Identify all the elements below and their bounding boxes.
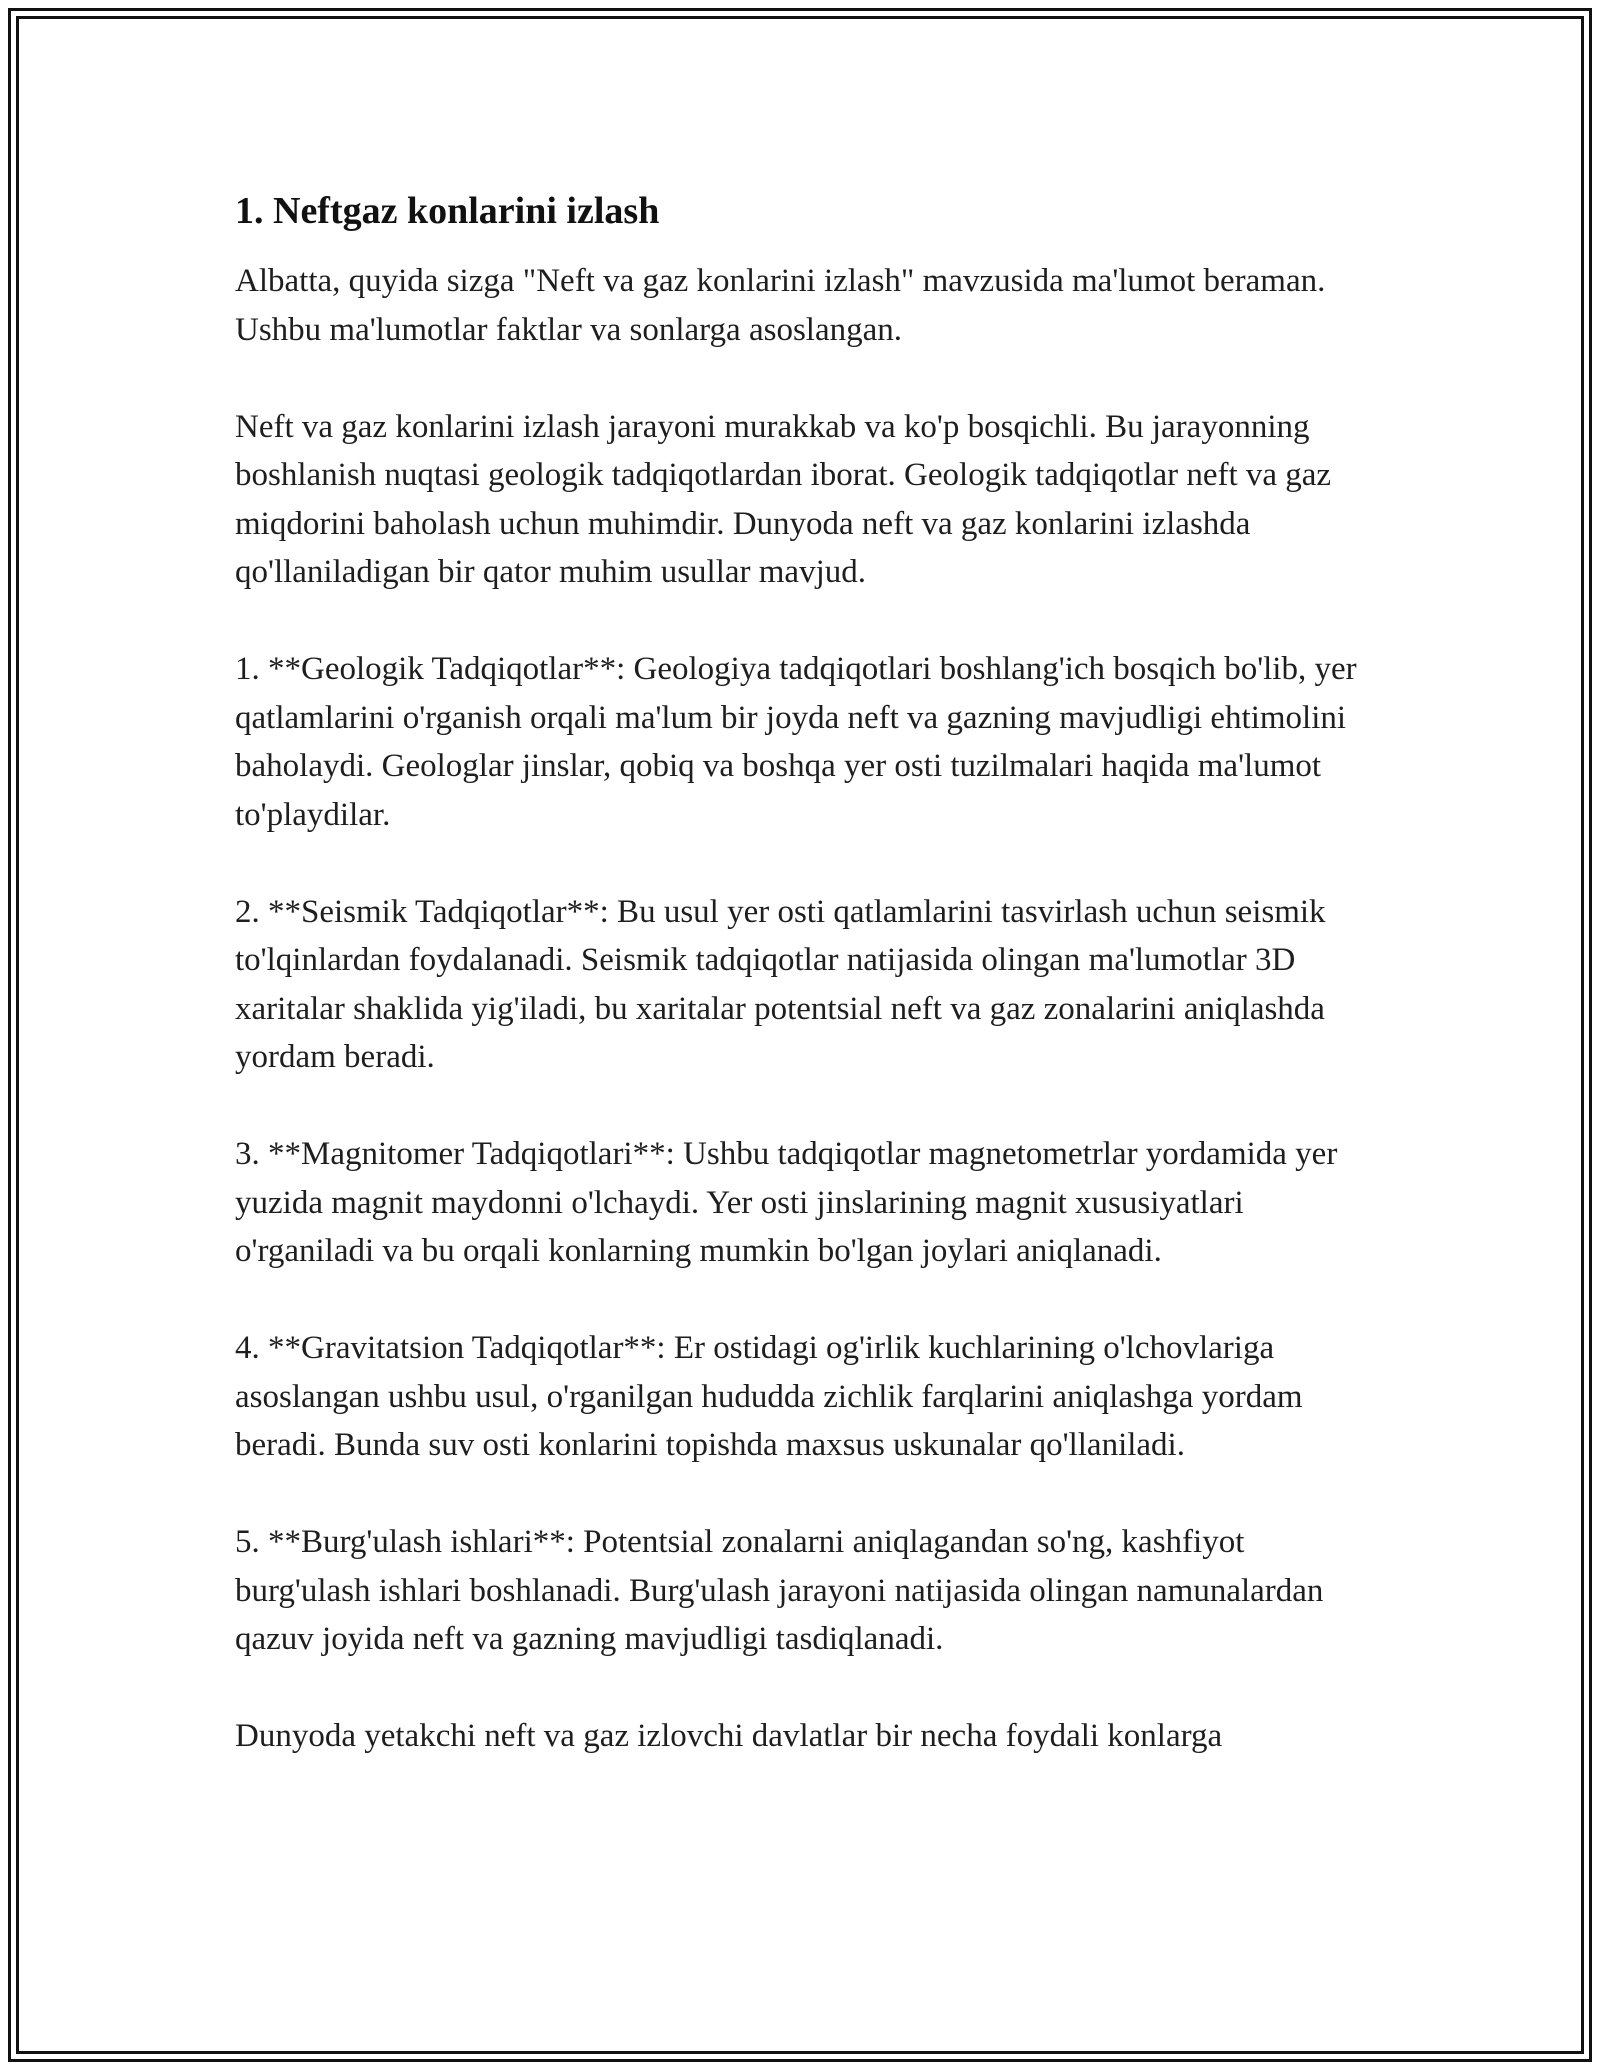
paragraph-gravitational-research: 4. **Gravitatsion Tadqiqotlar**: Er ostidagi og'irlik kuchlarining o'lchovlariga asoslangan ushbu usul, o'rganilgan hududda zichlik farqlarini aniqlashga yordam beradi. Bunda suv osti konlarini topishda maxsus uskunalar qo'llaniladi. [235, 1330, 1303, 1463]
document-title: 1. Neftgaz konlarini izlash [235, 190, 660, 232]
paragraph-magnetometer-research: 3. **Magnitomer Tadqiqotlari**: Ushbu tadqiqotlar magnetometrlar yordamida yer yuzida magnit maydonni o'lchaydi. Yer osti jinslarining magnit xususiyatlari o'rganiladi va bu orqali konlarning mumkin bo'lgan joylari aniqlanadi. [235, 1136, 1338, 1269]
paragraph-overview: Neft va gaz konlarini izlash jarayoni murakkab va ko'p bosqichli. Bu jarayonning boshlanish nuqtasi geologik tadqiqotlardan iborat. Geologik tadqiqotlar neft va gaz miqdorini baholash uchun muhimdir. Dunyoda neft va gaz konlarini izlashda qo'llaniladigan bir qator muhim usullar mavjud. [235, 408, 1332, 590]
paragraph-intro: Albatta, quyida sizga "Neft va gaz konlarini izlash" mavzusida ma'lumot beraman. Ushbu ma'lumotlar faktlar va sonlarga asoslangan. [235, 263, 1326, 348]
paragraph-drilling: 5. **Burg'ulash ishlari**: Potentsial zonalarni aniqlagandan so'ng, kashfiyot burg'ulash ishlari boshlanadi. Burg'ulash jarayoni natijasida olingan namunalardan qazuv joyida neft va gazning mavjudligi tasdiqlanadi. [235, 1524, 1324, 1657]
paragraph-geological-research: 1. **Geologik Tadqiqotlar**: Geologiya tadqiqotlari boshlang'ich bosqich bo'lib, yer qatlamlarini o'rganish orqali ma'lum bir joyda neft va gazning mavjudligi ehtimolini baholaydi. Geologlar jinslar, qobiq va boshqa yer osti tuzilmalari haqida ma'lumot to'playdilar. [235, 651, 1357, 833]
document-body [235, 185, 1375, 1809]
paragraph-leading-countries: Dunyoda yetakchi neft va gaz izlovchi davlatlar bir necha foydali konlarga [235, 1718, 1223, 1754]
paragraph-seismic-research: 2. **Seismik Tadqiqotlar**: Bu usul yer osti qatlamlarini tasvirlash uchun seismik to'lqinlardan foydalanadi. Seismik tadqiqotlar natijasida olingan ma'lumotlar 3D xaritalar shaklida yig'iladi, bu xaritalar potentsial neft va gaz zonalarini aniqlashda yordam beradi. [235, 893, 1326, 1075]
